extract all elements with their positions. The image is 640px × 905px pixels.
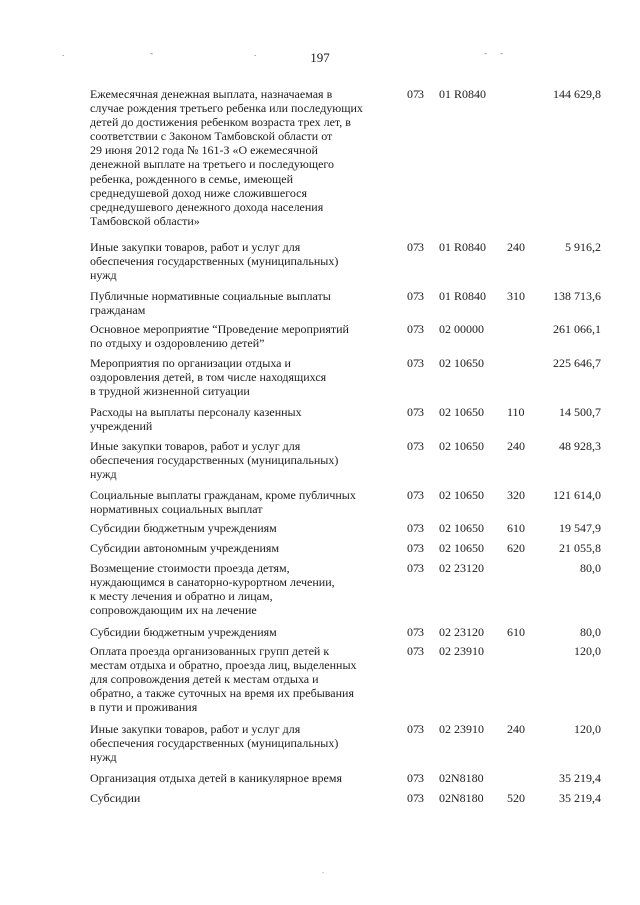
- row-name-line: Субсидии бюджетным учреждениям: [90, 521, 277, 535]
- row-name-line: местам отдыха и обратно, проезда лиц, выделенных: [90, 658, 357, 673]
- row-name-line: гражданам: [90, 303, 146, 318]
- row-name-line: соответствии с Законом Тамбовской области от: [90, 129, 333, 144]
- row-codes: [407, 322, 537, 336]
- row-name-line: нужд: [90, 268, 117, 283]
- row-codes: [407, 644, 537, 658]
- row-name: [90, 405, 390, 433]
- row-name-line: в трудной жизненной ситуации: [90, 384, 250, 399]
- code-article: 02 10650: [439, 541, 484, 555]
- code-section: 07: [407, 541, 419, 555]
- row-codes: [407, 488, 537, 502]
- code-section: 07: [407, 644, 419, 658]
- row-name-line: к месту лечения и обратно и лицам,: [90, 589, 273, 604]
- footer-mark: .: [322, 866, 324, 875]
- code-subsection: 3: [418, 644, 424, 658]
- code-subsection: 3: [418, 625, 424, 639]
- row-name-line: для сопровождения детей к местам отдыха и: [90, 672, 319, 687]
- row-name: [90, 791, 390, 805]
- code-subsection: 3: [418, 771, 424, 785]
- code-section: 07: [407, 521, 419, 535]
- code-article: 02N8180: [439, 771, 484, 785]
- code-subsection: 3: [418, 356, 424, 370]
- row-name-line: Оплата проезда организованных групп детей к: [90, 644, 330, 658]
- row-name-line: Расходы на выплаты персоналу казенных: [90, 405, 302, 419]
- row-amount: 225 646,7: [553, 356, 601, 370]
- row-name-line: Публичные нормативные социальные выплаты: [90, 289, 331, 303]
- row-amount: 35 219,4: [559, 771, 601, 785]
- row-name: [90, 87, 390, 228]
- code-article: 02 10650: [439, 488, 484, 502]
- row-name: [90, 322, 390, 350]
- row-name-line: Тамбовской области»: [90, 213, 200, 228]
- row-amount: 138 713,6: [553, 289, 601, 303]
- row-amount: 120,0: [574, 644, 601, 658]
- row-codes: [407, 439, 537, 453]
- code-article: 02 10650: [439, 439, 484, 453]
- row-name-line: среднедушевой доход ниже сложившегося: [90, 185, 308, 200]
- row-name-line: сопровождающим их на лечение: [90, 603, 257, 618]
- row-name: [90, 625, 390, 639]
- row-name-line: обеспечения государственных (муниципальных): [90, 254, 339, 269]
- code-type: 520: [507, 791, 525, 805]
- row-name-line: Иные закупки товаров, работ и услуг для: [90, 439, 301, 453]
- code-section: 07: [407, 356, 419, 370]
- scan-marks: . - . - -: [62, 48, 503, 58]
- row-name-line: Организация отдыха детей в каникулярное время: [90, 771, 342, 785]
- row-amount: 48 928,3: [559, 439, 601, 453]
- row-name-line: среднедушевого денежного дохода населения: [90, 199, 324, 214]
- code-subsection: 3: [418, 322, 424, 336]
- row-name-line: обратно, а также суточных на время их пребывания: [90, 686, 354, 701]
- row-name-line: Иные закупки товаров, работ и услуг для: [90, 722, 301, 736]
- code-type: 310: [507, 289, 525, 303]
- row-codes: [407, 240, 537, 254]
- row-name-line: Возмещение стоимости проезда детям,: [90, 561, 290, 575]
- code-subsection: 3: [418, 289, 424, 303]
- code-subsection: 3: [418, 439, 424, 453]
- row-amount: 35 219,4: [559, 791, 601, 805]
- row-codes: [407, 541, 537, 555]
- code-article: 02 23910: [439, 644, 484, 658]
- code-subsection: 3: [418, 87, 424, 101]
- row-name-line: детей до достижения ребенком возраста трех лет, в: [90, 115, 351, 130]
- row-amount: 120,0: [574, 722, 601, 736]
- code-subsection: 3: [418, 488, 424, 502]
- row-name: [90, 561, 390, 617]
- row-name-line: обеспечения государственных (муниципальных): [90, 736, 339, 751]
- code-subsection: 3: [418, 541, 424, 555]
- row-codes: [407, 405, 537, 419]
- row-name-line: по отдыху и оздоровлению детей”: [90, 336, 265, 351]
- row-name: [90, 356, 390, 398]
- row-name-line: случае рождения третьего ребенка или последующих: [90, 101, 363, 116]
- code-article: 02 23120: [439, 625, 484, 639]
- code-article: 02 10650: [439, 356, 484, 370]
- code-type: 110: [507, 405, 525, 419]
- code-subsection: 3: [418, 405, 424, 419]
- code-type: 240: [507, 722, 525, 736]
- row-name-line: в пути и проживания: [90, 700, 198, 715]
- row-codes: [407, 289, 537, 303]
- row-name: [90, 289, 390, 317]
- row-name-line: денежной выплате на третьего и последующего: [90, 157, 335, 172]
- code-subsection: 3: [418, 561, 424, 575]
- code-type: 620: [507, 541, 525, 555]
- row-codes: [407, 356, 537, 370]
- row-name: [90, 488, 390, 516]
- code-subsection: 3: [418, 791, 424, 805]
- row-name: [90, 722, 390, 764]
- row-amount: 80,0: [580, 625, 601, 639]
- code-article: 02N8180: [439, 791, 484, 805]
- row-name-line: оздоровления детей, в том числе находящихся: [90, 370, 327, 385]
- row-name-line: Социальные выплаты гражданам, кроме публичных: [90, 488, 356, 502]
- code-type: 320: [507, 488, 525, 502]
- code-section: 07: [407, 87, 419, 101]
- code-section: 07: [407, 722, 419, 736]
- row-name-line: Основное мероприятие “Проведение мероприятий: [90, 322, 349, 336]
- code-section: 07: [407, 488, 419, 502]
- row-codes: [407, 521, 537, 535]
- row-amount: 5 916,2: [565, 240, 601, 254]
- code-type: 240: [507, 439, 525, 453]
- row-name-line: Субсидии: [90, 791, 141, 805]
- code-section: 07: [407, 322, 419, 336]
- row-name: [90, 521, 390, 535]
- code-section: 07: [407, 771, 419, 785]
- row-amount: 121 614,0: [553, 488, 601, 502]
- code-article: 01 R0840: [439, 240, 487, 254]
- row-name: [90, 240, 390, 282]
- row-name: [90, 771, 390, 785]
- code-section: 07: [407, 625, 419, 639]
- row-name: [90, 541, 390, 555]
- code-section: 07: [407, 240, 419, 254]
- row-name-line: Ежемесячная денежная выплата, назначаемая в: [90, 87, 333, 101]
- row-codes: [407, 561, 537, 575]
- code-article: 01 R0840: [439, 87, 487, 101]
- row-codes: [407, 87, 537, 101]
- row-amount: 261 066,1: [553, 322, 601, 336]
- code-type: 610: [507, 521, 525, 535]
- code-section: 07: [407, 405, 419, 419]
- code-section: 07: [407, 561, 419, 575]
- code-type: 240: [507, 240, 525, 254]
- code-type: 610: [507, 625, 525, 639]
- code-article: 02 10650: [439, 405, 484, 419]
- row-amount: 21 055,8: [559, 541, 601, 555]
- row-codes: [407, 722, 537, 736]
- row-name-line: 29 июня 2012 года № 161-З «О ежемесячной: [90, 143, 318, 158]
- code-article: 01 R0840: [439, 289, 487, 303]
- code-section: 07: [407, 439, 419, 453]
- code-section: 07: [407, 289, 419, 303]
- row-name-line: нужд: [90, 467, 117, 482]
- row-name-line: нуждающимся в санаторно-курортном лечении,: [90, 575, 335, 590]
- code-section: 07: [407, 791, 419, 805]
- code-article: 02 23120: [439, 561, 484, 575]
- code-article: 02 23910: [439, 722, 484, 736]
- row-amount: 144 629,8: [553, 87, 601, 101]
- row-codes: [407, 771, 537, 785]
- row-name-line: учреждений: [90, 419, 153, 434]
- code-subsection: 3: [418, 722, 424, 736]
- row-amount: 19 547,9: [559, 521, 601, 535]
- code-subsection: 3: [418, 240, 424, 254]
- row-name-line: нормативных социальных выплат: [90, 502, 263, 517]
- row-name-line: Иные закупки товаров, работ и услуг для: [90, 240, 301, 254]
- row-name-line: Субсидии автономным учреждениям: [90, 541, 280, 555]
- row-name-line: Субсидии бюджетным учреждениям: [90, 625, 277, 639]
- page-number: 197: [310, 50, 330, 65]
- row-amount: 80,0: [580, 561, 601, 575]
- row-name-line: обеспечения государственных (муниципальных): [90, 453, 339, 468]
- code-article: 02 10650: [439, 521, 484, 535]
- row-name-line: нужд: [90, 750, 117, 765]
- row-name-line: Мероприятия по организации отдыха и: [90, 356, 291, 370]
- row-codes: [407, 791, 537, 805]
- code-subsection: 3: [418, 521, 424, 535]
- row-name: [90, 439, 390, 481]
- row-amount: 14 500,7: [559, 405, 601, 419]
- code-article: 02 00000: [439, 322, 484, 336]
- row-name: [90, 644, 390, 714]
- row-codes: [407, 625, 537, 639]
- row-name-line: ребенка, рожденного в семье, имеющей: [90, 171, 294, 186]
